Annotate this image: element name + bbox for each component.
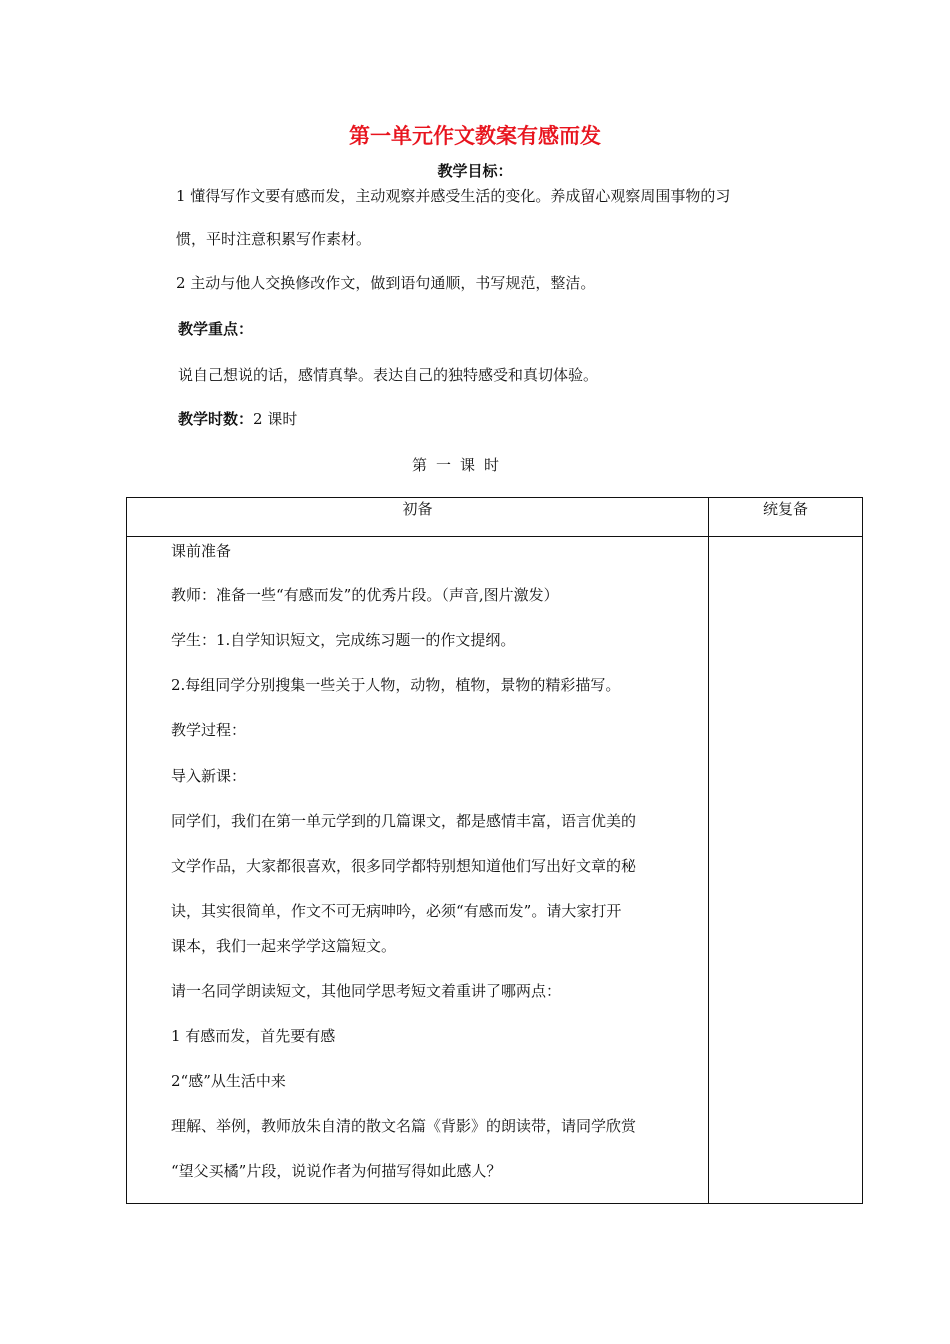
cell-line: 理解、举例，教师放朱自清的散文名篇《背影》的朗读带，请同学欣赏 — [171, 1117, 637, 1135]
objectives-heading: 教学目标： — [437, 162, 513, 180]
lesson-heading: 第一课时 — [411, 456, 508, 474]
cell-line: 诀，其实很简单，作文不可无病呻吟，必须“有感而发”。请大家打开 — [171, 902, 622, 920]
cell-line: 2“感”从生活中来 — [171, 1072, 286, 1090]
cell-line: 2.每组同学分别搜集一些关于人物，动物，植物，景物的精彩描写。 — [171, 676, 621, 694]
cell-line: 1 有感而发，首先要有感 — [171, 1027, 336, 1045]
cell-line: 文学作品，大家都很喜欢，很多同学都特别想知道他们写出好文章的秘 — [171, 857, 637, 875]
initial-prep-cell — [127, 537, 709, 1204]
cell-line: 请一名同学朗读短文，其他同学思考短文着重讲了哪两点： — [171, 982, 562, 1000]
header-review-prep: 统复备 — [709, 498, 863, 537]
cell-line: 教师：准备一些“有感而发”的优秀片段。（声音,图片激发） — [171, 586, 559, 604]
header-initial-prep: 初备 — [127, 498, 709, 537]
cell-line: 同学们，我们在第一单元学到的几篇课文，都是感情丰富，语言优美的 — [171, 812, 637, 830]
cell-line: 课前准备 — [171, 542, 232, 560]
teaching-hours-value: 2 课时 — [253, 410, 298, 428]
objective-1-line-1: 1 懂得写作文要有感而发，主动观察并感受生活的变化。养成留心观察周围事物的习 — [176, 187, 731, 205]
cell-line: 课本，我们一起来学学这篇短文。 — [171, 937, 397, 955]
cell-line: 学生：1.自学知识短文，完成练习题一的作文提纲。 — [171, 631, 516, 649]
lesson-plan-table — [126, 497, 863, 1204]
document-title: 第一单元作文教案有感而发 — [349, 124, 601, 148]
cell-line: 教学过程： — [171, 721, 247, 739]
objective-2: 2 主动与他人交换修改作文，做到语句通顺，书写规范，整洁。 — [176, 274, 596, 292]
teaching-hours-label: 教学时数： — [178, 410, 254, 428]
cell-line: “望父买橘”片段，说说作者为何描写得如此感人？ — [171, 1162, 502, 1180]
cell-line: 导入新课： — [171, 767, 247, 785]
key-points-heading: 教学重点： — [178, 320, 254, 338]
objective-1-line-2: 惯，平时注意积累写作素材。 — [176, 230, 372, 248]
teaching-hours — [178, 408, 297, 430]
key-points-text: 说自己想说的话，感情真挚。表达自己的独特感受和真切体验。 — [178, 366, 599, 384]
review-prep-cell — [709, 537, 863, 1204]
table-body-row — [127, 537, 863, 1204]
table-header-row — [127, 498, 863, 537]
